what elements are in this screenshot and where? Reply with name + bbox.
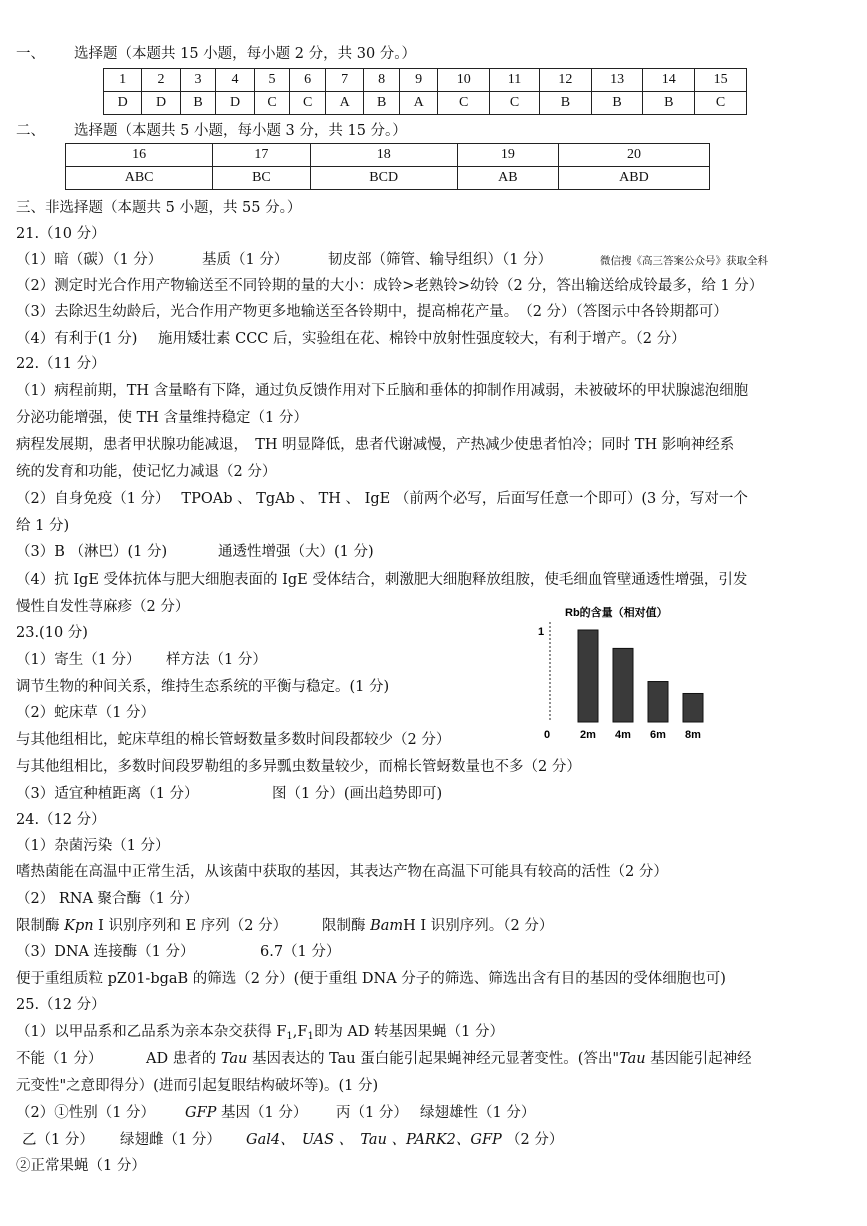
text-part: H I 识别序列。（2 分） [403, 918, 554, 934]
q25-line: Gal4、 UAS 、 Tau 、PARK2、GFP [246, 1132, 502, 1148]
q25-line: ②正常果蝇（1 分） [16, 1158, 146, 1174]
question-number-cell: 18 [310, 144, 457, 167]
question-number-cell: 15 [695, 69, 747, 92]
section1-number-row [104, 69, 747, 92]
q21-line: （3）去除迟生幼龄后，光合作用产物更多地输送至各铃期中，提高棉花产量。 （2 分）（答图示中各铃期都可） [16, 304, 728, 320]
question-number-cell: 13 [591, 69, 643, 92]
q21-line: 基质（1 分） [202, 252, 289, 268]
answer-cell: B [364, 92, 400, 115]
answer-cell: D [142, 92, 180, 115]
question-number-cell: 20 [558, 144, 709, 167]
section1-answer-row [104, 92, 747, 115]
answer-cell: AB [457, 167, 558, 190]
question-number-cell: 1 [104, 69, 142, 92]
answer-cell: A [400, 92, 438, 115]
q21-heading: 21.（10 分） [16, 226, 106, 242]
q24-line: 便于重组质粒 pZ01-bgaB 的筛选（2 分）(便于重组 DNA 分子的筛选、筛选出含有目的基因的受体细胞也可) [16, 971, 726, 987]
chart-bar-6m [648, 682, 668, 722]
question-number-cell: 11 [490, 69, 540, 92]
answer-cell: C [490, 92, 540, 115]
q25-line: 丙（1 分） [336, 1105, 408, 1121]
q24-line: （1）杂菌污染（1 分） [16, 838, 170, 854]
q22-line: 给 1 分) [16, 518, 70, 534]
answer-cell: B [180, 92, 216, 115]
q25-line: （2）①性别（1 分） [16, 1105, 156, 1121]
subscript: 1 [286, 1031, 293, 1042]
q25-line: 绿翅雌（1 分） [120, 1132, 221, 1148]
question-number-cell: 6 [290, 69, 326, 92]
rb-bar-chart [530, 600, 720, 750]
chart-bar-4m [613, 648, 633, 722]
answer-cell: C [438, 92, 490, 115]
answer-cell: C [290, 92, 326, 115]
question-number-cell: 2 [142, 69, 180, 92]
question-number-cell: 19 [457, 144, 558, 167]
chart-svg [530, 600, 720, 750]
q24-line: （3）DNA 连接酶（1 分） [16, 944, 195, 960]
q22-line: （3）B （淋巴）(1 分) [16, 544, 168, 560]
italic-text: Kpn [64, 918, 94, 934]
chart-title: Rb的含量（相对值） [565, 607, 668, 619]
text-part: ,F [292, 1024, 308, 1040]
section2-answer-row [66, 167, 710, 190]
answer-cell: D [104, 92, 142, 115]
answer-cell: A [326, 92, 364, 115]
answer-cell: BCD [310, 167, 457, 190]
question-number-cell: 16 [66, 144, 213, 167]
q25-line: 乙（1 分） [22, 1132, 94, 1148]
answer-cell: ABD [558, 167, 709, 190]
answer-cell: C [695, 92, 747, 115]
q22-line: 通透性增强（大）(1 分) [218, 544, 374, 560]
q25-line [185, 1103, 307, 1123]
q24-line: （2） RNA 聚合酶（1 分） [16, 891, 199, 907]
subscript: 1 [307, 1031, 314, 1042]
text-part: I 识别序列和 E 序列（2 分） [93, 918, 288, 934]
italic-text: Tau [619, 1051, 646, 1067]
section2-answer-table [65, 143, 710, 190]
chart-x-tick: 8m [685, 729, 701, 741]
section1-title: 选择题（本题共 15 小题，每小题 2 分，共 30 分。） [74, 46, 417, 62]
q21-line: 施用矮壮素 CCC 后，实验组在花、棉铃中放射性强度较大，有利于增产。（2 分） [158, 331, 686, 347]
italic-text: Tau [220, 1051, 248, 1067]
question-number-cell: 14 [643, 69, 695, 92]
q23-line: （3）适宜种植距离（1 分） [16, 786, 199, 802]
answer-cell: BC [213, 167, 310, 190]
section1-answer-table [103, 68, 747, 115]
q25-line: （2 分） [506, 1132, 564, 1148]
q25-line: 绿翅雄性（1 分） [420, 1105, 536, 1121]
section2-title: 选择题（本题共 5 小题，每小题 3 分，共 15 分。） [74, 123, 407, 139]
q25-line: 元变性"之意即得分）(进而引起复眼结构破坏等)。(1 分) [16, 1078, 379, 1094]
q22-line: （4）抗 IgE 受体抗体与肥大细胞表面的 IgE 受体结合，刺激肥大细胞释放组胺，使毛细血管壁通透性增强，引发 [16, 572, 748, 588]
italic-text: Bam [370, 918, 404, 934]
q21-line: （4）有利于(1 分) [16, 331, 138, 347]
text-part: 基因能引起神经 [645, 1051, 752, 1067]
chart-x-tick: 4m [615, 729, 631, 741]
chart-origin-label: 0 [544, 729, 551, 741]
section2-number-row [66, 144, 710, 167]
q25-heading: 25.（12 分） [16, 997, 106, 1013]
question-number-cell: 4 [216, 69, 254, 92]
q22-line: 病程发展期，患者甲状腺功能减退， TH 明显降低，患者代谢减慢，产热减少使患者怕冷；同时 TH 影响神经系 [16, 437, 735, 453]
answer-cell: C [254, 92, 290, 115]
answer-cell: ABC [66, 167, 213, 190]
italic-text: GFP [185, 1105, 217, 1121]
q23-heading: 23.(10 分) [16, 625, 88, 641]
q21-line: 韧皮部（筛管、输导组织）（1 分） [328, 252, 553, 268]
section2-number: 二、 [16, 123, 45, 139]
q25-line [16, 1022, 504, 1047]
text-part: 基因表达的 Tau 蛋白能引起果蝇神经元显著变性。(答出" [247, 1051, 620, 1067]
question-number-cell: 7 [326, 69, 364, 92]
q22-line: 分泌功能增强，使 TH 含量维持稳定（1 分） [16, 410, 308, 426]
q22-line: 慢性自发性荨麻疹（2 分） [16, 599, 190, 615]
q21-line: （1）暗（碳）（1 分） [16, 252, 163, 268]
chart-x-tick: 6m [650, 729, 666, 741]
question-number-cell: 17 [213, 144, 310, 167]
q22-heading: 22.（11 分） [16, 356, 106, 372]
q24-line: 6.7（1 分） [260, 944, 341, 960]
q21-line: （2）测定时光合作用产物输送至不同铃期的量的大小：成铃>老熟铃>幼铃（2 分，答出输送给成铃最多，给 1 分） [16, 278, 764, 294]
question-number-cell: 12 [540, 69, 592, 92]
q23-line: 图（1 分）(画出趋势即可) [272, 786, 443, 802]
q23-line: （1）寄生（1 分） [16, 652, 141, 668]
chart-bar-2m [578, 630, 598, 722]
question-number-cell: 10 [438, 69, 490, 92]
q22-line: （1）病程前期，TH 含量略有下降，通过负反馈作用对下丘脑和垂体的抑制作用减弱，未被破坏的甲状腺滤泡细胞 [16, 383, 749, 399]
question-number-cell: 9 [400, 69, 438, 92]
watermark-text: 微信搜《高三答案公众号》获取全科 [600, 255, 768, 267]
q23-line: 样方法（1 分） [166, 652, 267, 668]
question-number-cell: 5 [254, 69, 290, 92]
q23-line: 调节生物的种间关系，维持生态系统的平衡与稳定。(1 分) [16, 679, 390, 695]
q24-line [322, 916, 553, 936]
q22-line: （2）自身免疫（1 分） TPOAb 、 TgAb 、 TH 、 IgE （前两个必写，后面写任意一个即可）(3 分，写对一个 [16, 491, 748, 507]
chart-x-tick: 2m [580, 729, 596, 741]
q25-line [146, 1049, 752, 1069]
q23-line: 与其他组相比，多数时间段罗勒组的多异瓢虫数量较少，而棉长管蚜数量也不多（2 分） [16, 759, 581, 775]
q24-heading: 24.（12 分） [16, 812, 106, 828]
text-part: 限制酶 [322, 918, 371, 934]
answer-cell: B [540, 92, 592, 115]
answer-cell: B [591, 92, 643, 115]
answer-cell: B [643, 92, 695, 115]
text-part: 限制酶 [16, 918, 65, 934]
text-part: AD 患者的 [146, 1051, 221, 1067]
q24-line: 嗜热菌能在高温中正常生活，从该菌中获取的基因，其表达产物在高温下可能具有较高的活性（2 分） [16, 864, 668, 880]
text-part: 基因（1 分） [216, 1105, 308, 1121]
text-part: （1）以甲品系和乙品系为亲本杂交获得 F [16, 1024, 287, 1040]
q23-line: （2）蛇床草（1 分） [16, 705, 156, 721]
question-number-cell: 8 [364, 69, 400, 92]
q23-line: 与其他组相比，蛇床草组的棉长管蚜数量多数时间段都较少（2 分） [16, 732, 451, 748]
section1-number: 一、 [16, 46, 45, 62]
q22-line: 统的发育和功能，使记忆力减退（2 分） [16, 464, 277, 480]
question-number-cell: 3 [180, 69, 216, 92]
answer-cell: D [216, 92, 254, 115]
chart-y-tick: 1 [538, 626, 545, 638]
text-part: 即为 AD 转基因果蝇（1 分） [313, 1024, 504, 1040]
section3-title: 三、非选择题（本题共 5 小题，共 55 分。） [16, 200, 302, 216]
q25-line: 不能（1 分） [16, 1051, 103, 1067]
q24-line [16, 916, 287, 936]
chart-bar-8m [683, 693, 703, 722]
